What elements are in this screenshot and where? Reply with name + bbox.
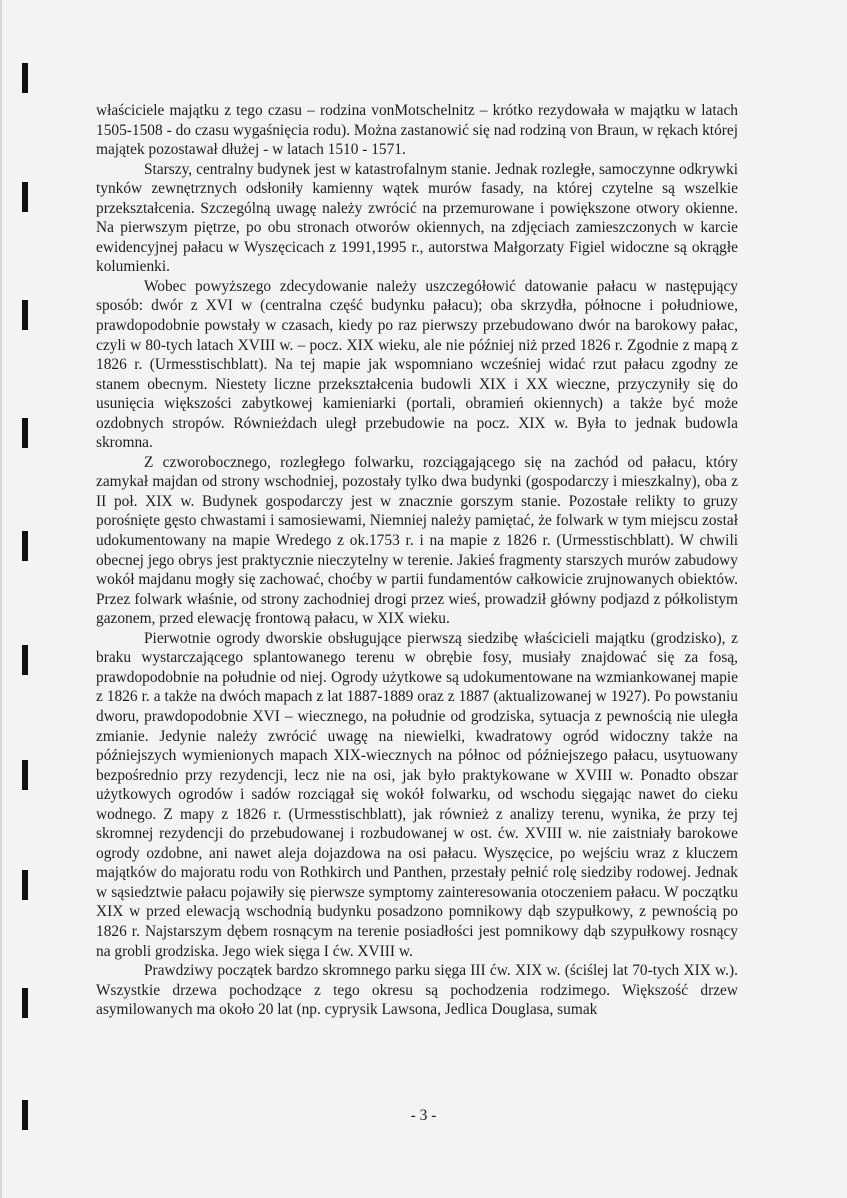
document-body: [96, 101, 738, 1020]
binder-hole-mark: [22, 988, 28, 1018]
paragraph-farmstead: Z czworobocznego, rozległego folwarku, rozciągającego się na zachód od pałacu, który zamykał majdan od strony wschodniej, pozostały tylko dwa budynki (gospodarczy i mieszkalny), oba z II poł. XIX w. Budynek gospodarczy jest w znacznie gorszym stanie. Pozostałe relikty to gruzy porośnięte gęsto chwastami i samosiewami, Niemniej należy pamiętać, że folwark w tym miejscu został udokumentowany na mapie Wredego z ok.1753 r. i na mapie z 1826 r. (Urmesstischblatt). W chwili obecnej jego obrys jest praktycznie nieczytelny w terenie. Jakieś fragmenty starszych murów zabudowy wokół majdanu mogły się zachować, choćby w partii fundamentów całkowicie zrujnowanych obiektów. Przez folwark właśnie, od strony zachodniej drogi przez wieś, prowadził główny podjazd z półkolistym gazonem, przed elewację frontową pałacu, w XIX wieku.: [96, 453, 738, 628]
paragraph-park: Prawdziwy początek bardzo skromnego parku sięga III ćw. XIX w. (ściślej lat 70-tych XIX w.). Wszystkie drzewa pochodzące z tego okresu są pochodzenia rodzimego. Większość drzew asymilowanych ma około 20 lat (np. cyprysik Lawsona, Jedlica Douglasa, sumak: [96, 962, 738, 1019]
paragraph-gardens: Pierwotnie ogrody dworskie obsługujące pierwszą siedzibę właścicieli majątku (grodzisko), z braku wystarczającego splantowanego terenu w obrębie fosy, musiały znajdować się za fosą, prawdopodobnie na południe od niej. Ogrody użytkowe są udokumentowane na wzmiankowanej mapie z 1826 r. a także na dwóch mapach z lat 1887-1889 oraz z 1887 (aktualizowanej w 1927). Po powstaniu dworu, prawdopodobnie XVI – wiecznego, na południe od grodziska, sytuacja z pewnością nie uległa zmianie. Jedynie należy zwrócić uwagę na niewielki, kwadratowy ogród widoczny także na późniejszych wymienionych mapach XIX-wiecznych na północ od późniejszego pałacu, usytuowany bezpośrednio przy rezydencji, lecz nie na osi, jak było praktykowane w XVIII w. Ponadto obszar użytkowych ogrodów i sadów rozciągał się wokół folwarku, od wschodu sięgając nawet do cieku wodnego. Z mapy z 1826 r. (Urmesstischblatt), jak również z analizy terenu, wynika, że przy tej skromnej rezydencji do przebudowanej i rozbudowanej w ost. ćw. XVIII w. nie zaistniały barokowe ogrody ozdobne, ani nawet aleja dojazdowa na osi pałacu. Wyszęcice, po wejściu wraz z kluczem majątków do majoratu rodu von Rothkirch und Panthen, przestały pełnić rolę siedziby rodowej. Jednak w sąsiedztwie pałacu pojawiły się pierwsze symptomy zainteresowania otoczeniem pałacu. W początku XIX w przed elewacją wschodnią budynku posadzono pomnikowy dąb szypułkowy, z pewnością po 1826 r. Najstarszym dębem rosnącym na terenie posiadłości jest pomnikowy dąb szypułkowy rosnący na grobli grodziska. Jego wiek sięga I ćw. XVIII w.: [96, 629, 738, 960]
binder-hole-mark: [22, 760, 28, 790]
paragraph-dating: Wobec powyższego zdecydowanie należy uszczegółowić datowanie pałacu w następujący sposób: dwór z XVI w (centralna część budynku pałacu); oba skrzydła, północne i południowe, prawdopodobnie powstały w czasach, kiedy po raz pierwszy przebudowano dwór na barokowy pałac, czyli w 80-tych latach XVIII w. – pocz. XIX wieku, ale nie później niż przed 1826 r. Zgodnie z mapą z 1826 r. (Urmesstischblatt). Na tej mapie jak wspomniano wcześniej widać rzut pałacu zgodny ze stanem obecnym. Niestety liczne przekształcenia budowli XIX i XX wieczne, przyczyniły się do usunięcia większości zabytkowej kamieniarki (portali, obramień okiennych) a także być może ozdobnych stropów. Równieżdach uległ przebudowie na pocz. XIX w. Była to jednak budowla skromna.: [96, 277, 738, 452]
binder-hole-mark: [22, 870, 28, 900]
binder-hole-mark: [22, 645, 28, 675]
binder-marks: [0, 0, 30, 1198]
page-number: - 3 -: [410, 1107, 437, 1124]
paragraph-continuation: właściciele majątku z tego czasu – rodzina vonMotschelnitz – krótko rezydowała w majątku w latach 1505-1508 - do czasu wygaśnięcia rodu). Można zastanowić się nad rodziną von Braun, w rękach której majątek pozostawał dłużej - w latach 1510 - 1571.: [96, 102, 738, 159]
binder-hole-mark: [22, 418, 28, 448]
paragraph-central-building: Starszy, centralny budynek jest w katastrofalnym stanie. Jednak rozległe, samoczynne odkrywki tynków zewnętrznych odsłoniły kamienny wątek murów fasady, na której czytelne są wszelkie przekształcenia. Szczególną uwagę należy zwrócić na przemurowane i powiększone otwory okienne. Na pierwszym piętrze, po obu stronach otworów okiennych, na zdjęciach zamieszczonych w karcie ewidencyjnej pałacu w Wyszęcicach z 1991,1995 r., autorstwa Małgorzaty Figiel widoczne są okrągłe kolumienki.: [96, 160, 738, 276]
binder-hole-mark: [22, 63, 28, 93]
binder-hole-mark: [22, 531, 28, 561]
binder-hole-mark: [22, 300, 28, 330]
binder-hole-mark: [22, 182, 28, 212]
